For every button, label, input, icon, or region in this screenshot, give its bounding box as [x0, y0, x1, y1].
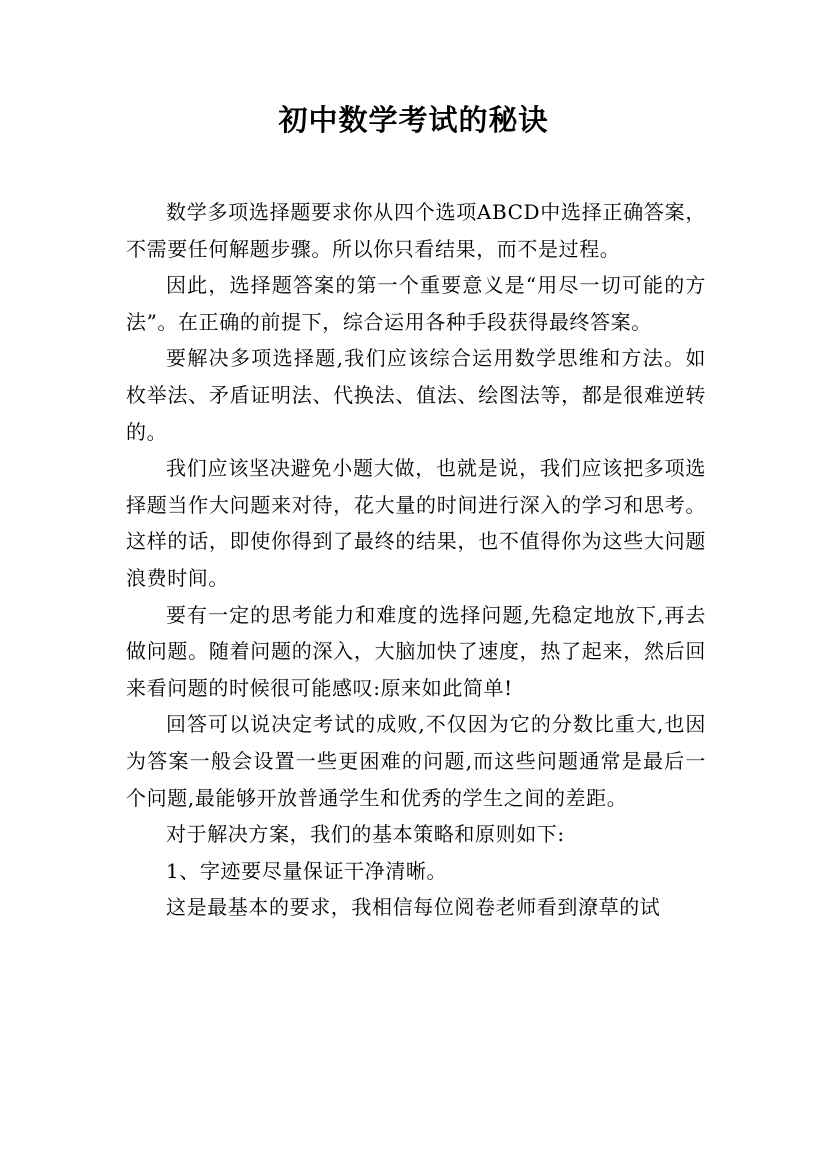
paragraph-2: 因此，选择题答案的第一个重要意义是“用尽一切可能的方法”。在正确的前提下，综合运用各种手段获得最终答案。 — [126, 273, 706, 334]
document-body — [126, 194, 706, 926]
paragraph-1: 数学多项选择题要求你从四个选项ABCD中选择正确答案，不需要任何解题步骤。所以你只看结果，而不是过程。 — [126, 200, 706, 261]
document-title: 初中数学考试的秘诀 — [278, 103, 549, 137]
paragraph-9: 这是最基本的要求，我相信每位阅卷老师看到潦草的试 — [166, 895, 661, 920]
paragraph-8: 1、字迹要尽量保证干净清晰。 — [166, 858, 448, 883]
paragraph-7: 对于解决方案，我们的基本策略和原则如下: — [166, 822, 565, 847]
paragraph-5: 要有一定的思考能力和难度的选择问题,先稳定地放下,再去做问题。随着问题的深入，大脑加快了速度，热了起来，然后回来看问题的时候很可能感叹:原来如此简单! — [126, 602, 706, 700]
paragraph-6: 回答可以说决定考试的成败,不仅因为它的分数比重大,也因为答案一般会设置一些更困难的问题,而这些问题通常是最后一个问题,最能够开放普通学生和优秀的学生之间的差距。 — [126, 712, 706, 810]
paragraph-3: 要解决多项选择题,我们应该综合运用数学思维和方法。如枚举法、矛盾证明法、代换法、值法、绘图法等，都是很难逆转的。 — [126, 346, 706, 444]
paragraph-4: 我们应该坚决避免小题大做，也就是说，我们应该把多项选择题当作大问题来对待，花大量的时间进行深入的学习和思考。这样的话，即使你得到了最终的结果，也不值得你为这些大问题浪费时间。 — [126, 456, 706, 590]
